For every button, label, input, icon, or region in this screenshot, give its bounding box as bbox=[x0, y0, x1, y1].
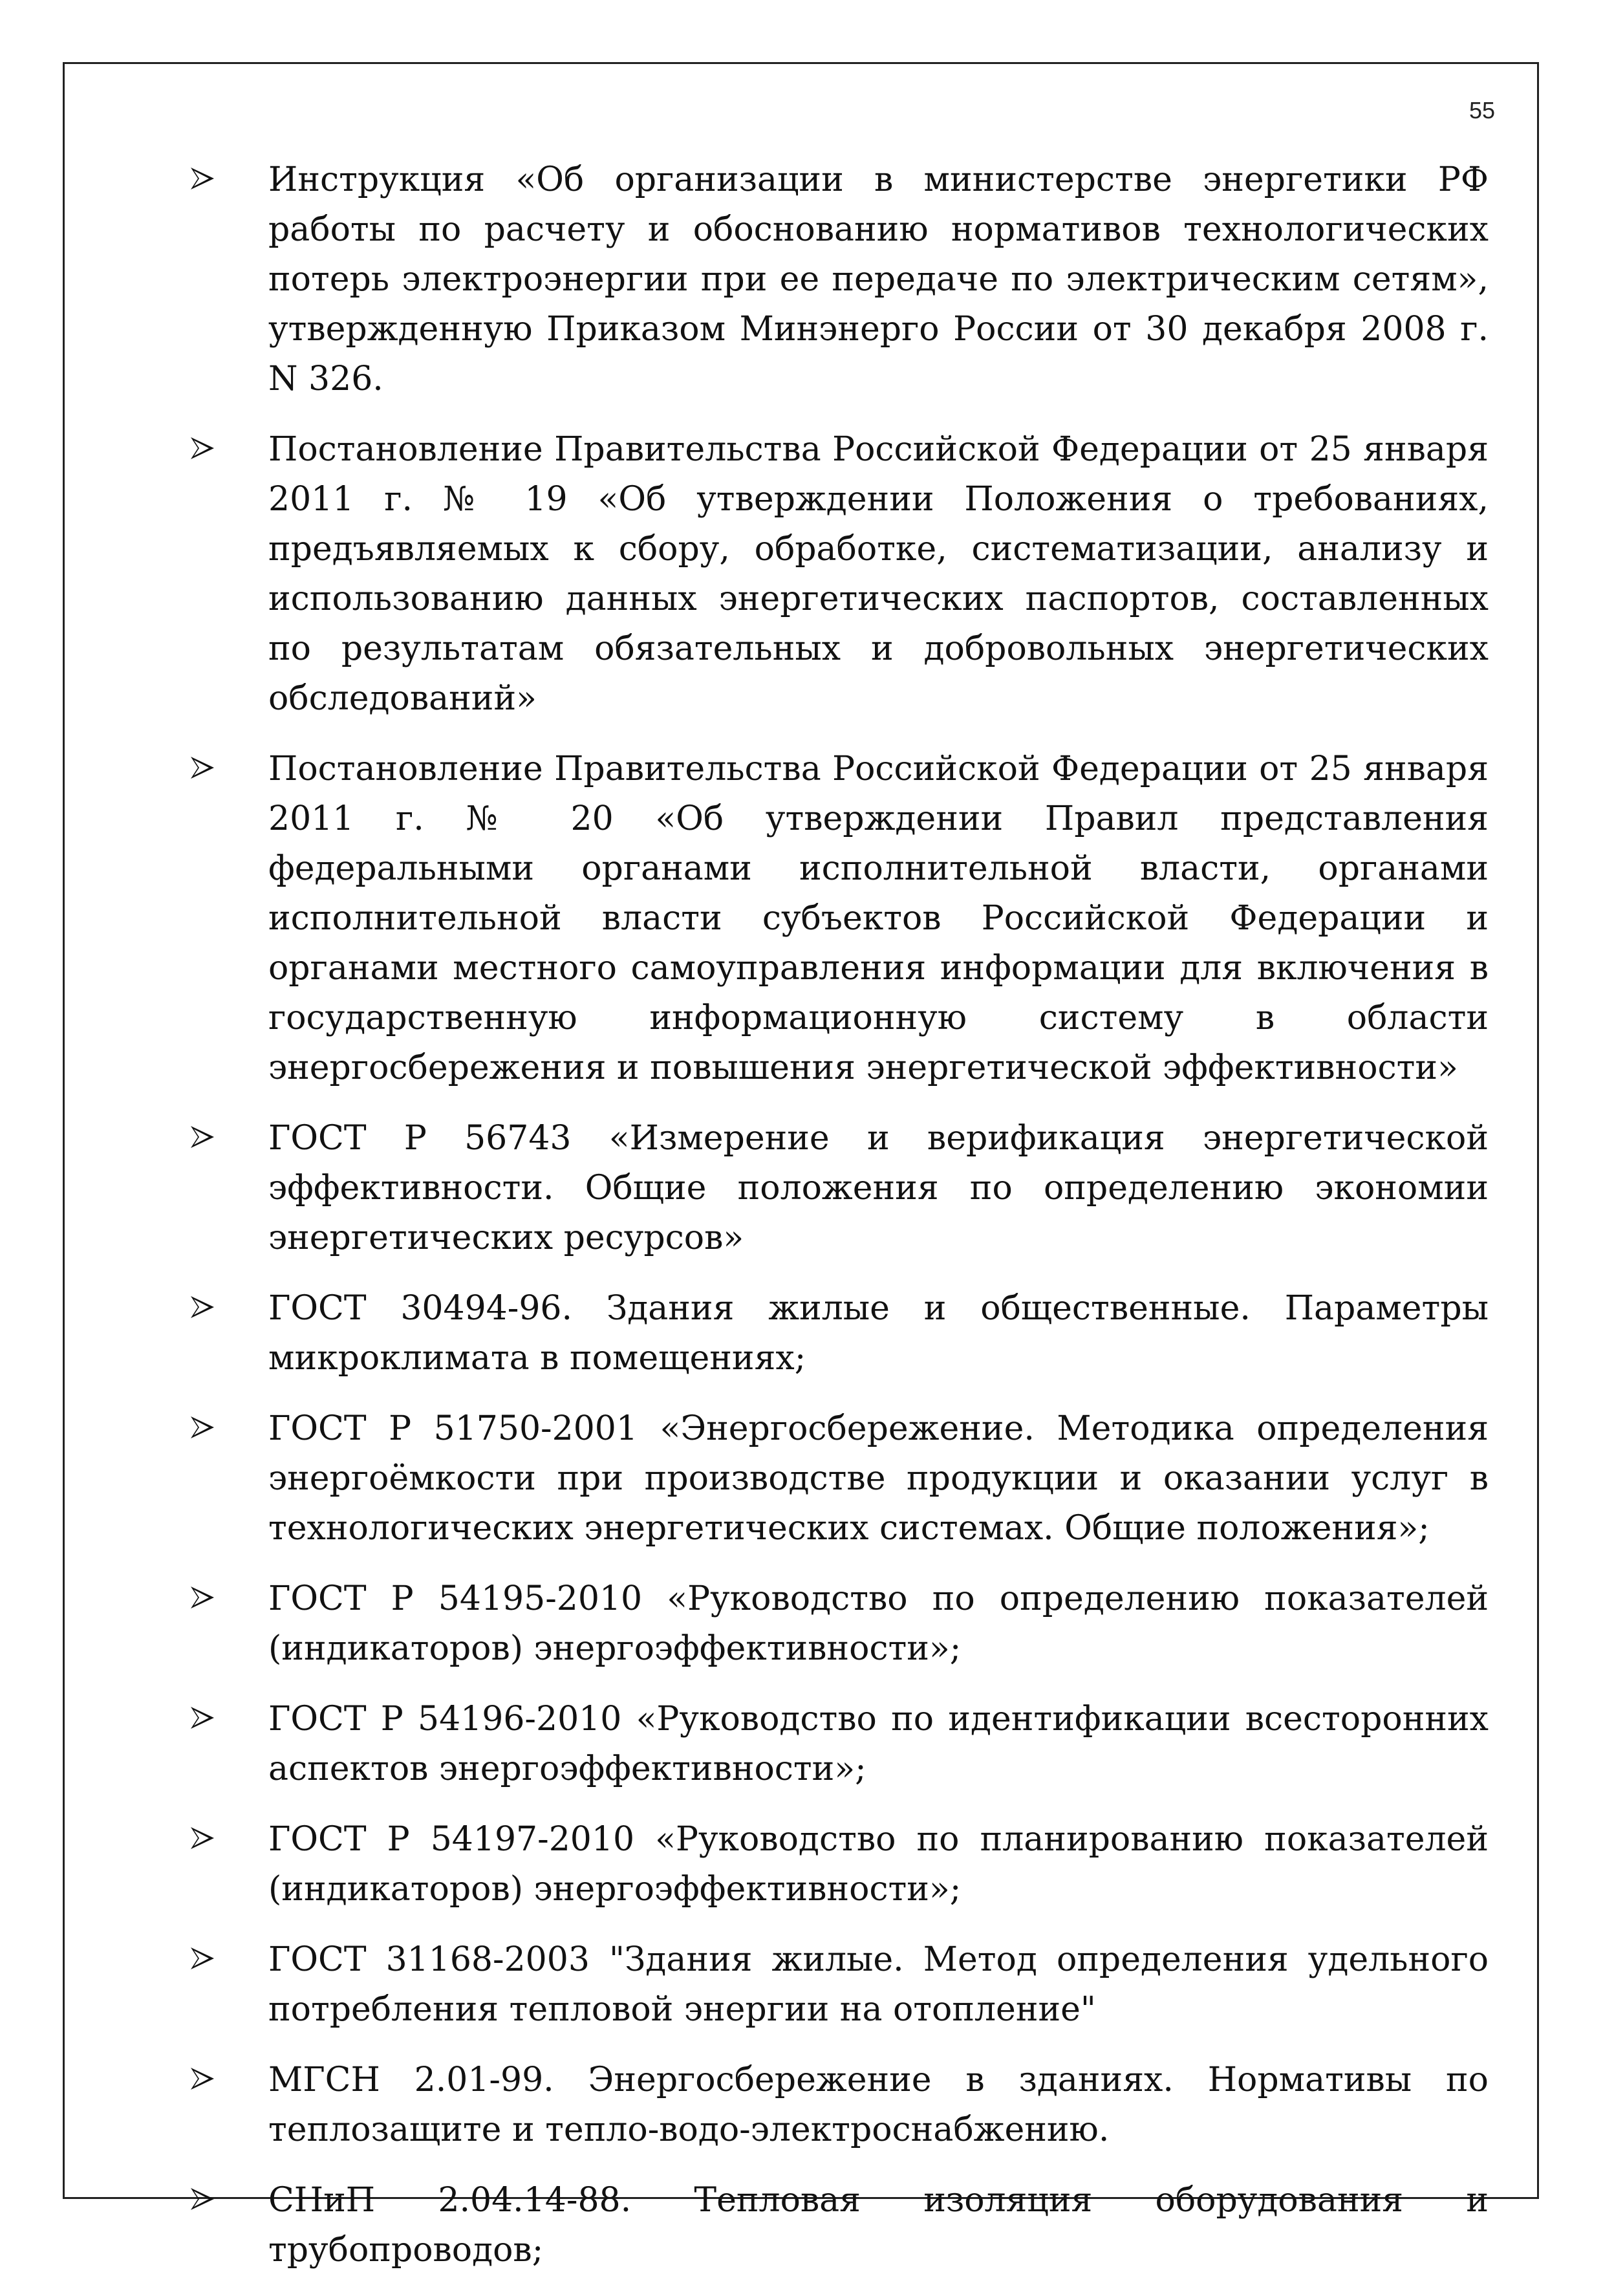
list-item bbox=[0, 1815, 1603, 1914]
list-item bbox=[0, 1695, 1603, 1794]
reference-text: ГОСТ Р 56743 «Измерение и верификация энергетической эффективности. Общие положения по определению экономии энергетических ресурсов» bbox=[268, 1119, 1489, 1257]
reference-text: Постановление Правительства Российской Федерации от 25 января 2011 г. № 19 «Об утверждении Положения о требованиях, предъявляемых к сбору, обработке, систематизации, анализу и использованию данных энергетических паспортов, составленных по результатам обязательных и добровольных энергетических обследований» bbox=[268, 430, 1489, 718]
page-number: 55 bbox=[1469, 97, 1495, 124]
reference-text: ГОСТ 30494-96. Здания жилые и общественные. Параметры микроклимата в помещениях; bbox=[268, 1289, 1489, 1378]
arrowhead-bullet-icon bbox=[189, 1414, 215, 1440]
list-item bbox=[0, 1935, 1603, 2035]
arrowhead-bullet-icon bbox=[189, 1945, 215, 1971]
reference-text: ГОСТ Р 54196-2010 «Руководство по идентификации всесторонних аспектов энергоэффективности»; bbox=[268, 1700, 1489, 1788]
arrowhead-bullet-icon bbox=[189, 1825, 215, 1851]
arrowhead-bullet-icon bbox=[189, 1705, 215, 1731]
list-item bbox=[0, 1284, 1603, 1383]
arrowhead-bullet-icon bbox=[189, 2186, 215, 2212]
list-item bbox=[0, 2055, 1603, 2155]
arrowhead-bullet-icon bbox=[189, 435, 215, 461]
arrowhead-bullet-icon bbox=[189, 755, 215, 781]
list-item bbox=[0, 1404, 1603, 1554]
arrowhead-bullet-icon bbox=[189, 1124, 215, 1150]
list-item bbox=[0, 1574, 1603, 1674]
reference-text: Постановление Правительства Российской Федерации от 25 января 2011 г. № 20 «Об утверждении Правил представления федеральными органами исполнительной власти, органами исполнительной власти субъектов Российской Федерации и органами местного самоуправления информации для включения в государственную информационную систему в области энергосбережения и повышения энергетической эффективности» bbox=[268, 750, 1489, 1087]
list-item bbox=[0, 2176, 1603, 2275]
arrowhead-bullet-icon bbox=[189, 2066, 215, 2092]
reference-text: СНиП 2.04.14-88. Тепловая изоляция оборудования и трубопроводов; bbox=[268, 2181, 1489, 2269]
reference-text: ГОСТ Р 51750-2001 «Энергосбережение. Методика определения энергоёмкости при производстве продукции и оказании услуг в технологических энергетических системах. Общие положения»; bbox=[268, 1409, 1489, 1548]
reference-text: МГСН 2.01-99. Энергосбережение в зданиях. Нормативы по теплозащите и тепло-водо-электроснабжению. bbox=[268, 2061, 1489, 2149]
reference-text: ГОСТ Р 54195-2010 «Руководство по определению показателей (индикаторов) энергоэффективности»; bbox=[268, 1579, 1489, 1668]
reference-text: ГОСТ 31168-2003 "Здания жилые. Метод определения удельного потребления тепловой энергии на отопление" bbox=[268, 1940, 1489, 2029]
reference-text: ГОСТ Р 54197-2010 «Руководство по планированию показателей (индикаторов) энергоэффективности»; bbox=[268, 1820, 1489, 1909]
reference-list bbox=[0, 155, 1603, 2296]
list-item bbox=[0, 1114, 1603, 1263]
arrowhead-bullet-icon bbox=[189, 166, 215, 191]
arrowhead-bullet-icon bbox=[189, 1585, 215, 1610]
list-item bbox=[0, 425, 1603, 724]
list-item bbox=[0, 744, 1603, 1093]
list-item bbox=[0, 155, 1603, 404]
reference-text: Инструкция «Об организации в министерстве энергетики РФ работы по расчету и обоснованию нормативов технологических потерь электроэнергии при ее передаче по электрическим сетям», утвержденную Приказом Минэнерго России от 30 декабря 2008 г. N 326. bbox=[268, 160, 1489, 398]
arrowhead-bullet-icon bbox=[189, 1294, 215, 1320]
